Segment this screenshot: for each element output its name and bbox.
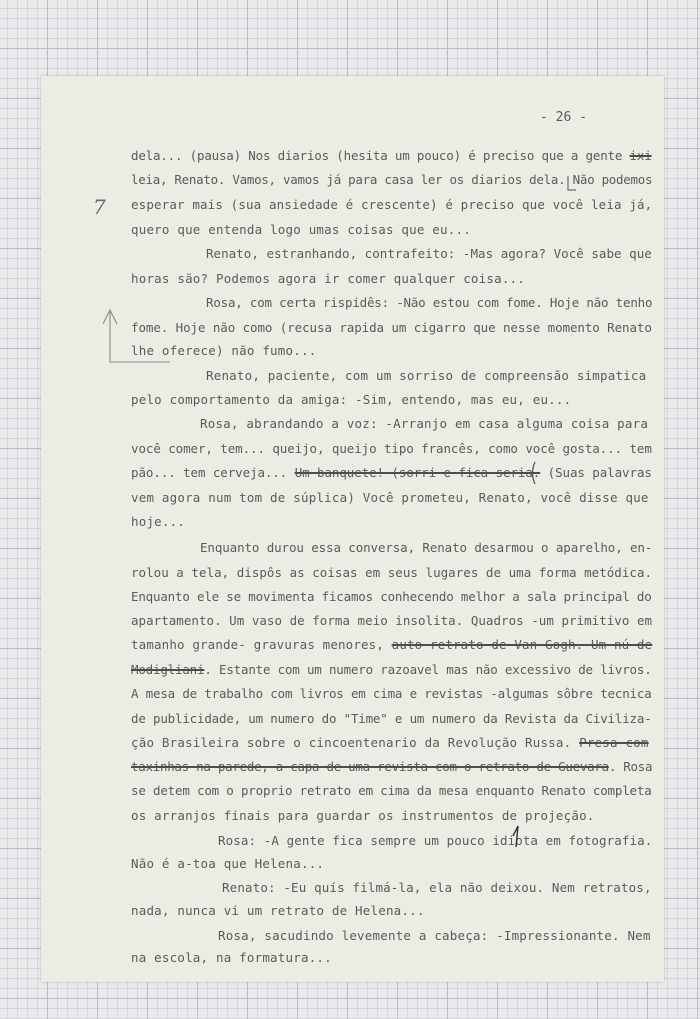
struck-text: ixi — [629, 148, 652, 163]
line-text: os arranjos finais para guardar os instrumentos de projeção. — [131, 808, 595, 823]
struck-text: auto-retrato de Van Gogh. Um nú de — [391, 637, 653, 652]
insertion-bracket — [568, 176, 576, 190]
line-text: se detem com o proprio retrato em cima da mesa enquanto Renato completa — [131, 783, 652, 798]
line-text: nada, nunca vi um retrato de Helena... — [131, 903, 425, 918]
line-text: horas são? Podemos agora ir comer qualquer coisa... — [131, 271, 526, 286]
line-text: leia, Renato. Vamos, vamos já para casa ler os diarios dela. Não podemos — [131, 172, 653, 187]
line-text: quero que entenda logo umas coisas que eu... — [131, 222, 471, 237]
line-text: vem agora num tom de súplica) Você prometeu, Renato, você disse que — [131, 490, 649, 505]
line-text: Enquanto durou essa conversa, Renato desarmou o aparelho, en- — [200, 540, 653, 555]
struck-text: Modigliani — [131, 662, 205, 677]
line-text: Renato, estranhando, contrafeito: -Mas agora? Você sabe que — [206, 246, 652, 261]
pen-stroke — [513, 826, 518, 847]
line-text: Não é a-toa que Helena... — [131, 856, 325, 871]
insertion-bracket — [533, 462, 536, 484]
line-text: hoje... — [131, 514, 186, 529]
line-text: esperar mais (sua ansiedade é crescente) é preciso que você leia já, — [131, 197, 653, 212]
struck-text: taxinhas na parede, a capa de uma revista com o retrato de Guevara — [131, 759, 609, 774]
line-text: pão... tem cerveja... — [131, 465, 295, 480]
line-text: de publicidade, um numero do "Time" e um numero da Revista da Civiliza- — [131, 711, 652, 726]
page-number: - 26 - — [540, 110, 587, 125]
line-text: Rosa, sacudindo levemente a cabeça: -Impressionante. Nem — [218, 928, 651, 943]
line-text: lhe oferece) não fumo... — [131, 343, 317, 358]
struck-text: Presa com — [579, 735, 649, 750]
line-text: na escola, na formatura... — [131, 950, 332, 965]
line-text: Enquanto ele se movimenta ficamos conhecendo melhor a sala principal do — [131, 589, 652, 604]
margin-annotation: 7 — [93, 195, 106, 219]
line-text: (Suas palavras — [540, 465, 652, 480]
line-text: Renato: -Eu quís filmá-la, ela não deixou. Nem retratos, — [222, 880, 652, 895]
line-text: ção Brasileira sobre o cincoentenario da Revolução Russa. — [131, 735, 580, 750]
line-text: Rosa, abrandando a voz: -Arranjo em casa alguma coisa para — [200, 416, 649, 431]
line-text: rolou a tela, dispôs as coisas em seus lugares de uma forma metódica. — [131, 565, 653, 580]
line-text: você comer, tem... queijo, queijo tipo francês, como você gosta... tem — [131, 441, 652, 456]
line-text: A mesa de trabalho com livros em cima e revistas -algumas sôbre tecnica — [131, 686, 652, 701]
line-text: apartamento. Um vaso de forma meio insolita. Quadros -um primitivo em — [131, 613, 653, 628]
line-text: dela... (pausa) Nos diarios (hesita um pouco) é preciso que a gente — [131, 148, 630, 163]
line-text: Rosa: -A gente fica sempre um pouco idiota em fotografia. — [218, 833, 653, 848]
insertion-arrow-mark — [103, 310, 170, 362]
line-text: . Estante com um numero razoavel mas não excessivo de livros. — [204, 662, 652, 677]
line-text: Rosa, com certa rispidês: -Não estou com fome. Hoje não tenho — [206, 295, 653, 310]
line-text: Renato, paciente, com um sorriso de compreensão simpatica — [206, 368, 647, 383]
line-text: tamanho grande- gravuras menores, — [131, 637, 392, 652]
struck-text: Um banquete! (sorri e fica seria. — [294, 465, 541, 480]
line-text: . Rosa — [608, 759, 653, 774]
line-text: pelo comportamento da amiga: -Sim, entendo, mas eu, eu... — [131, 392, 572, 407]
line-text: fome. Hoje não como (recusa rapida um cigarro que nesse momento Renato — [131, 320, 652, 335]
